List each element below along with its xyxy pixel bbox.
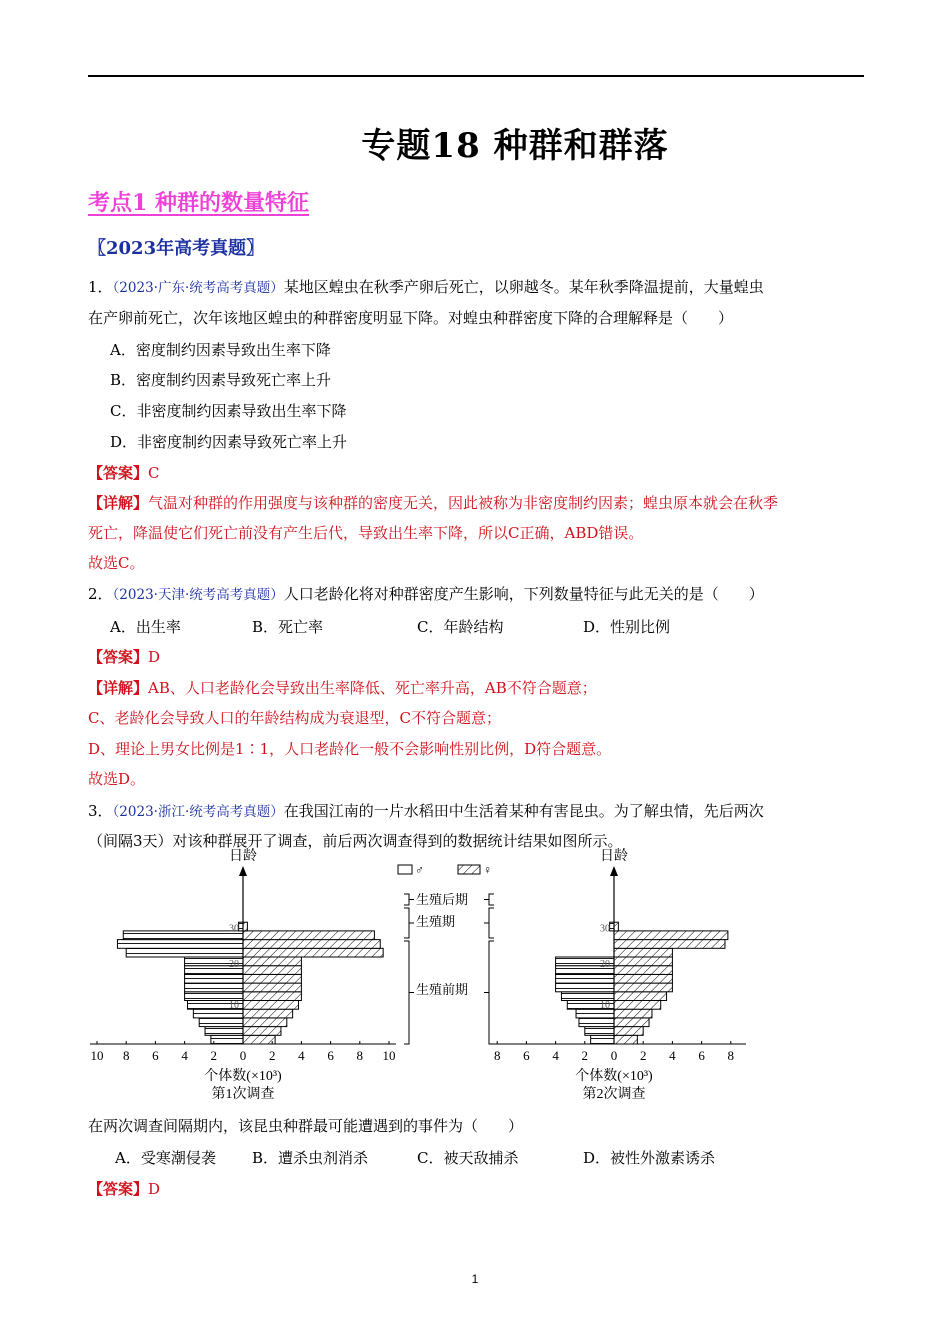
bar-male-age-14 bbox=[610, 922, 614, 931]
q3-option-c: C．被天敌捕杀 bbox=[417, 1149, 519, 1167]
bar-female-age-14 bbox=[614, 922, 618, 931]
stage-bracket-right bbox=[489, 894, 494, 905]
q3-option-b: B．遭杀虫剂消杀 bbox=[252, 1149, 369, 1167]
y-axis-label: 日龄 bbox=[229, 849, 257, 864]
stage-bracket-left bbox=[404, 941, 409, 1044]
x-tick-label: 2 bbox=[268, 1048, 276, 1063]
x-tick-label: 6 bbox=[698, 1048, 705, 1063]
bar-female-age-13 bbox=[243, 931, 374, 940]
stage-label: 生殖期 bbox=[416, 914, 456, 929]
chart-title: 第2次调查 bbox=[582, 1087, 646, 1102]
bar-male-age-7 bbox=[556, 983, 614, 992]
q3-source: （2023·浙江·统考高考真题） bbox=[112, 804, 284, 820]
bar-female-age-5 bbox=[243, 1001, 298, 1010]
y-tick-20: 20 bbox=[600, 959, 610, 971]
q3-stem-line2: （间隔3天）对该种群展开了调查，前后两次调查得到的数据统计结果如图所示。 bbox=[88, 832, 623, 850]
bar-female-age-11 bbox=[243, 948, 383, 957]
bar-female-age-10 bbox=[614, 957, 672, 966]
section-heading: 考点1 种群的数量特征 bbox=[88, 190, 309, 216]
bar-female-age-2 bbox=[243, 1027, 281, 1036]
stage-bracket-left bbox=[404, 908, 409, 938]
bar-female-age-8 bbox=[614, 974, 672, 983]
q2-option-a: A．出生率 bbox=[110, 618, 181, 636]
bar-male-age-12 bbox=[117, 940, 243, 949]
bar-female-age-4 bbox=[614, 1009, 652, 1018]
bar-female-age-1 bbox=[243, 1035, 275, 1044]
q2-stem bbox=[88, 584, 764, 605]
x-tick-label: 6 bbox=[152, 1048, 159, 1063]
q1-option-b: B．密度制约因素导致死亡率上升 bbox=[110, 371, 332, 389]
y-axis-arrow bbox=[239, 866, 247, 876]
q3-answer-tag: 【答案】 bbox=[88, 1180, 149, 1198]
x-tick-label: 0 bbox=[610, 1048, 618, 1063]
stage-bracket-right bbox=[489, 908, 494, 938]
bar-male-age-14 bbox=[239, 922, 243, 931]
q1-detail-line2: 死亡，降温使它们死亡前没有产生后代，导致出生率下降，所以C正确，ABD错误。 bbox=[88, 524, 644, 542]
x-axis-label: 个体数(×10³) bbox=[575, 1069, 653, 1084]
x-axis-label: 个体数(×10³) bbox=[204, 1069, 282, 1084]
q2-answer-tag: 【答案】 bbox=[88, 648, 149, 666]
q3-option-a: A．受寒潮侵袭 bbox=[115, 1149, 216, 1167]
bar-female-age-10 bbox=[243, 957, 301, 966]
q2-number: 2． bbox=[88, 585, 113, 603]
x-tick-label: 4 bbox=[669, 1048, 676, 1063]
q3-answer-value: D bbox=[148, 1180, 161, 1198]
q3-number: 3． bbox=[88, 802, 113, 820]
q2-option-d: D．性别比例 bbox=[583, 618, 671, 636]
q3-text: 在我国江南的一片水稻田中生活着某种有害昆虫。为了解虫情，先后两次 bbox=[283, 802, 764, 820]
year-heading: 〖2023年高考真题〗 bbox=[88, 238, 265, 259]
legend-male-swatch bbox=[398, 865, 412, 874]
bar-female-age-13 bbox=[614, 931, 728, 940]
stage-label: 生殖前期 bbox=[416, 982, 469, 997]
header-rule bbox=[88, 75, 864, 77]
x-tick-label: 10 bbox=[90, 1048, 104, 1063]
q2-source: （2023·天津·统考高考真题） bbox=[112, 587, 284, 603]
q3-stem-line1 bbox=[88, 801, 764, 822]
bar-female-age-4 bbox=[243, 1009, 293, 1018]
bar-female-age-6 bbox=[614, 992, 667, 1001]
page-title: 专题18 种群和群落 bbox=[361, 126, 669, 166]
legend-male-label: ♂ bbox=[415, 863, 424, 877]
stage-label: 生殖后期 bbox=[416, 892, 469, 907]
stage-bracket-left bbox=[404, 894, 409, 905]
x-tick-label: 8 bbox=[356, 1048, 364, 1063]
x-tick-label: 8 bbox=[493, 1048, 501, 1063]
q1-source: （2023·广东·统考高考真题） bbox=[112, 280, 284, 296]
q3-question: 在两次调查间隔期内，该昆虫种群最可能遭遇到的事件为（ ） bbox=[88, 1117, 524, 1135]
bar-male-age-3 bbox=[579, 1018, 614, 1027]
q1-number: 1． bbox=[88, 278, 113, 296]
bar-female-age-12 bbox=[614, 940, 725, 949]
q1-stem-line2: 在产卵前死亡，次年该地区蝗虫的种群密度明显下降。对蝗虫种群密度下降的合理解释是（ ） bbox=[88, 309, 734, 327]
q3-option-d: D．被性外激素诱杀 bbox=[583, 1149, 716, 1167]
q2-detail-tag: 【详解】 bbox=[88, 679, 149, 697]
page-number: 1 bbox=[471, 1272, 479, 1286]
q2-text: 人口老龄化将对种群密度产生影响，下列数量特征与此无关的是（ ） bbox=[283, 585, 764, 603]
q2-answer-value: D bbox=[148, 648, 161, 666]
bar-male-age-2 bbox=[205, 1027, 243, 1036]
q1-answer bbox=[88, 463, 160, 483]
legend-female-label: ♀ bbox=[483, 863, 492, 877]
q3-answer bbox=[88, 1179, 160, 1199]
bar-male-age-3 bbox=[199, 1018, 243, 1027]
q1-option-d: D．非密度制约因素导致死亡率上升 bbox=[110, 433, 348, 451]
chart-title: 第1次调查 bbox=[211, 1087, 275, 1102]
q1-text: 某地区蝗虫在秋季产卵后死亡，以卵越冬。某年秋季降温提前，大量蝗虫 bbox=[283, 278, 764, 296]
bar-female-age-9 bbox=[243, 966, 301, 975]
bar-male-age-8 bbox=[185, 974, 243, 983]
x-tick-label: 4 bbox=[298, 1048, 305, 1063]
bar-female-age-14 bbox=[243, 922, 247, 931]
bar-male-age-1 bbox=[211, 1035, 243, 1044]
bar-female-age-8 bbox=[243, 974, 301, 983]
q1-conclusion: 故选C。 bbox=[88, 554, 145, 572]
x-tick-label: 8 bbox=[727, 1048, 735, 1063]
q2-option-b: B．死亡率 bbox=[252, 618, 324, 636]
q2-detail-text: AB、人口老龄化会导致出生率降低、死亡率升高，AB不符合题意； bbox=[148, 679, 597, 697]
bar-male-age-8 bbox=[556, 974, 614, 983]
x-tick-label: 8 bbox=[122, 1048, 130, 1063]
bar-female-age-5 bbox=[614, 1001, 661, 1010]
legend-female-swatch bbox=[458, 865, 480, 874]
q1-stem-line1 bbox=[88, 277, 764, 298]
q2-detail-line3: D、理论上男女比例是1∶1，人口老龄化一般不会影响性别比例，D符合题意。 bbox=[88, 740, 612, 758]
chart-second-survey bbox=[492, 847, 746, 1102]
x-tick-label: 10 bbox=[382, 1048, 396, 1063]
y-axis-arrow bbox=[610, 866, 618, 876]
bar-female-age-2 bbox=[614, 1027, 643, 1036]
q1-detail-text: 气温对种群的作用强度与该种群的密度无关，因此被称为非密度制约因素；蝗虫原本就会在秋季 bbox=[148, 494, 779, 512]
bar-female-age-1 bbox=[614, 1035, 637, 1044]
chart-first-survey bbox=[90, 847, 396, 1102]
y-tick-30: 30 bbox=[600, 923, 610, 935]
y-tick-10: 10 bbox=[229, 999, 239, 1011]
x-tick-label: 4 bbox=[181, 1048, 188, 1063]
bar-male-age-7 bbox=[185, 983, 243, 992]
bar-male-age-11 bbox=[126, 948, 243, 957]
q1-answer-value: C bbox=[148, 464, 160, 482]
q2-option-c: C．年龄结构 bbox=[417, 618, 504, 636]
q2-answer bbox=[88, 647, 160, 667]
bar-female-age-11 bbox=[614, 948, 672, 957]
x-tick-label: 6 bbox=[523, 1048, 530, 1063]
x-tick-label: 4 bbox=[552, 1048, 559, 1063]
bar-male-age-1 bbox=[591, 1035, 614, 1044]
q1-option-a: A．密度制约因素导致出生率下降 bbox=[110, 341, 331, 359]
age-pyramid-figure bbox=[82, 849, 842, 1106]
q2-detail-line1 bbox=[88, 678, 597, 698]
q2-detail-line2: C、老龄化会导致人口的年龄结构成为衰退型，C不符合题意； bbox=[88, 709, 501, 727]
bar-female-age-3 bbox=[614, 1018, 649, 1027]
x-tick-label: 2 bbox=[581, 1048, 589, 1063]
x-tick-label: 6 bbox=[327, 1048, 334, 1063]
q1-option-c: C．非密度制约因素导致出生率下降 bbox=[110, 402, 347, 420]
x-tick-label: 2 bbox=[639, 1048, 647, 1063]
stage-bracket-right bbox=[489, 941, 494, 1044]
y-tick-20: 20 bbox=[229, 959, 239, 971]
x-tick-label: 2 bbox=[210, 1048, 218, 1063]
y-axis-label: 日龄 bbox=[600, 849, 628, 864]
bar-female-age-3 bbox=[243, 1018, 287, 1027]
bar-female-age-7 bbox=[614, 983, 672, 992]
chart-legend bbox=[398, 863, 494, 1044]
bar-male-age-2 bbox=[585, 1027, 614, 1036]
x-tick-label: 0 bbox=[239, 1048, 247, 1063]
q2-conclusion: 故选D。 bbox=[88, 770, 146, 788]
bar-female-age-7 bbox=[243, 983, 301, 992]
bar-female-age-12 bbox=[243, 940, 380, 949]
y-tick-10: 10 bbox=[600, 999, 610, 1011]
q1-detail-line1 bbox=[88, 493, 778, 513]
q1-detail-tag: 【详解】 bbox=[88, 494, 149, 512]
y-tick-30: 30 bbox=[229, 923, 239, 935]
bar-female-age-9 bbox=[614, 966, 672, 975]
q1-answer-tag: 【答案】 bbox=[88, 464, 149, 482]
bar-male-age-13 bbox=[123, 931, 243, 940]
bar-female-age-6 bbox=[243, 992, 301, 1001]
